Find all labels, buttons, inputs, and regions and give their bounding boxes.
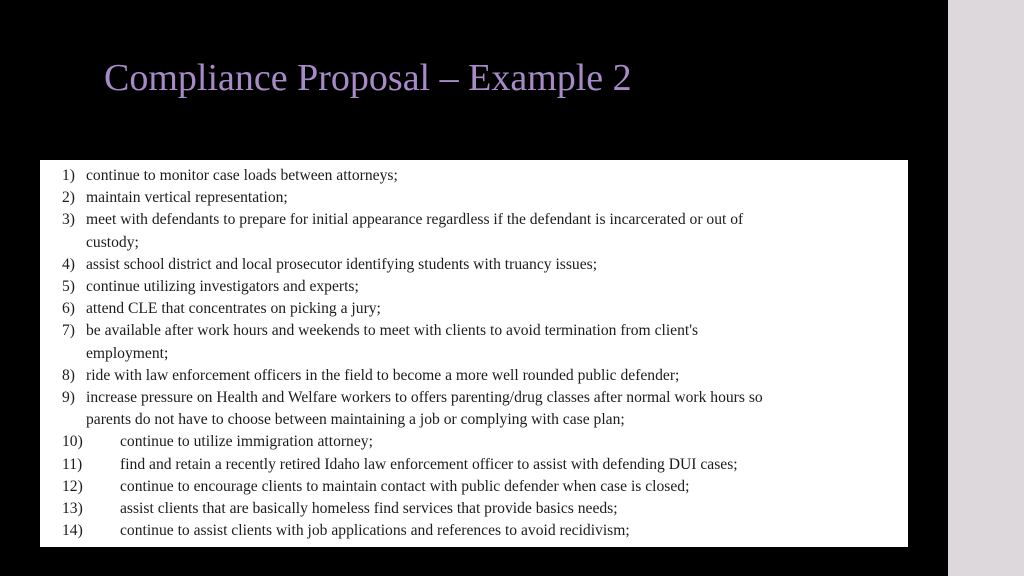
- item-text: increase pressure on Health and Welfare workers to offers parenting/drug classes after normal work hours so: [86, 389, 763, 407]
- item-text-continued: custody;: [86, 233, 139, 251]
- scanned-document: [40, 160, 908, 547]
- list-item: [62, 254, 898, 276]
- item-text: assist clients that are basically homeless find services that provide basics needs;: [120, 500, 618, 518]
- item-number: 13): [62, 500, 83, 518]
- item-text: continue utilizing investigators and experts;: [86, 278, 359, 296]
- slide-title: Compliance Proposal – Example 2: [104, 57, 632, 99]
- item-number: 11): [62, 455, 83, 473]
- side-strip: [948, 0, 1024, 576]
- item-number: 7): [62, 322, 75, 340]
- item-text: assist school district and local prosecutor identifying students with truancy issues;: [86, 255, 598, 273]
- item-text: continue to monitor case loads between attorneys;: [86, 167, 398, 184]
- item-text: be available after work hours and weekends to meet with clients to avoid termination from client's: [86, 322, 699, 340]
- list-item: [62, 431, 898, 453]
- item-text: attend CLE that concentrates on picking a jury;: [86, 300, 381, 318]
- list-item: [62, 209, 898, 253]
- list-item: [62, 165, 898, 187]
- list-item: [62, 365, 898, 387]
- item-text-continued: employment;: [86, 344, 169, 362]
- list-item: [62, 498, 898, 520]
- item-text: continue to assist clients with job applications and references to avoid recidivism;: [120, 522, 630, 540]
- item-text-continued: parents do not have to choose between maintaining a job or complying with case plan;: [86, 411, 625, 429]
- item-number: 1): [62, 167, 75, 184]
- list-item: [62, 298, 898, 320]
- item-text: meet with defendants to prepare for initial appearance regardless if the defendant is incarcerated or out of: [86, 211, 744, 229]
- item-text: ride with law enforcement officers in the field to become a more well rounded public defender;: [86, 366, 680, 384]
- item-number: 8): [62, 366, 75, 384]
- item-text: maintain vertical representation;: [86, 189, 288, 207]
- item-number: 6): [62, 300, 75, 318]
- item-text: find and retain a recently retired Idaho law enforcement officer to assist with defending DUI cases;: [120, 455, 738, 473]
- proposal-list: [40, 160, 908, 542]
- item-number: 5): [62, 278, 75, 296]
- item-text: continue to utilize immigration attorney;: [120, 433, 373, 451]
- item-number: 9): [62, 389, 75, 407]
- item-number: 10): [62, 433, 83, 451]
- list-item: [62, 387, 898, 431]
- item-number: 12): [62, 477, 83, 495]
- list-item: [62, 187, 898, 209]
- item-number: 14): [62, 522, 83, 540]
- list-item: [62, 276, 898, 298]
- item-text: continue to encourage clients to maintain contact with public defender when case is closed;: [120, 477, 690, 495]
- list-item: [62, 520, 898, 542]
- list-item: [62, 320, 898, 364]
- item-number: 2): [62, 189, 75, 207]
- list-item: [62, 454, 898, 476]
- item-number: 4): [62, 255, 75, 273]
- item-number: 3): [62, 211, 75, 229]
- list-item: [62, 476, 898, 498]
